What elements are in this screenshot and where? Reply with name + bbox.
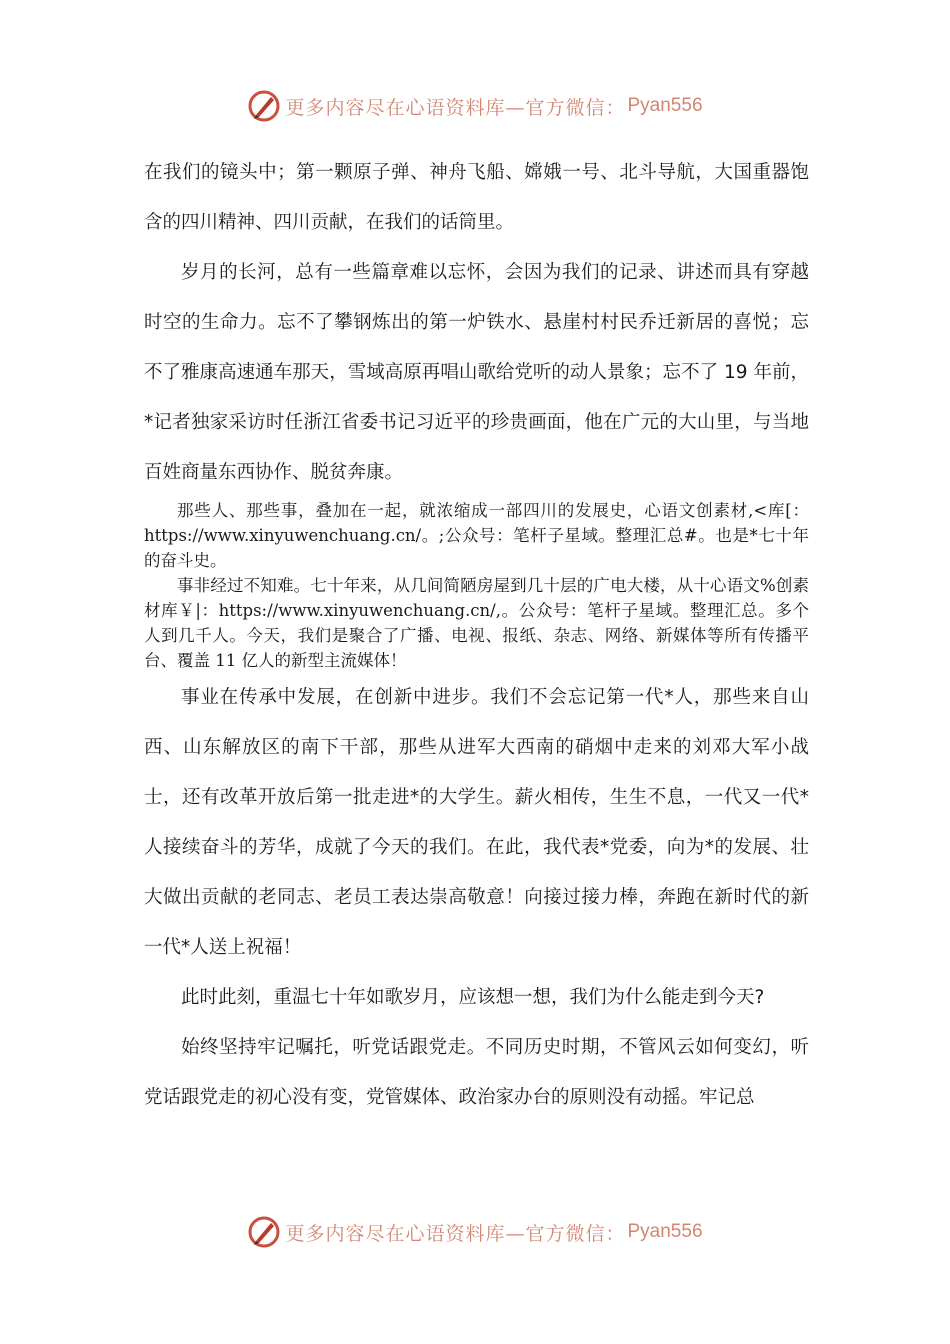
paragraph: 岁月的长河，总有一些篇章难以忘怀，会因为我们的记录、讲述而具有穿越时空的生命力。忘不了攀钢炼出的第一炉铁水、悬崖村村民乔迁新居的喜悦；忘不了雅康高速通车那天，雪域高原再唱山歌给党听的动人景象；忘不了 19 年前，*记者独家采访时任浙江省委书记习近平的珍贵画面，他在广元的大山里，与当地百姓商量东西协作、脱贫奔康。: [144, 262, 809, 483]
paragraph: 始终坚持牢记嘱托，听党话跟党走。不同历史时期，不管风云如何变幻，听党话跟党走的初心没有变，党管媒体、政治家办台的原则没有动摇。牢记总: [144, 1037, 809, 1108]
banner-text: 更多内容尽在心语资料库—官方微信：: [285, 1222, 626, 1245]
document-body: [144, 148, 809, 1123]
paragraph: 在我们的镜头中；第一颗原子弹、神舟飞船、嫦娥一号、北斗导航，大国重器饱含的四川精神、四川贡献，在我们的话筒里。: [144, 162, 809, 233]
paragraph: 事非经过不知难。七十年来，从几间简陋房屋到几十层的广电大楼，从十心语文%创素材库￥|：https://www.xinyuwenchuang.cn/,。公众号：笔杆子星域。整理汇总。多个人到几千人。今天，我们是聚合了广播、电视、报纸、杂志、网络、新媒体等所有传播平台、覆盖 11 亿人的新型主流媒体！: [144, 576, 809, 670]
header-banner: [0, 86, 950, 126]
paragraph: 事业在传承中发展，在创新中进步。我们不会忘记第一代*人，那些来自山西、山东解放区的南下干部，那些从进军大西南的硝烟中走来的刘邓大军小战士，还有改革开放后第一批走进*的大学生。薪火相传，生生不息，一代又一代*人接续奋斗的芳华，成就了今天的我们。在此，我代表*党委，向为*的发展、壮大做出贡献的老同志、老员工表达崇高敬意！向接过接力棒，奔跑在新时代的新一代*人送上祝福！: [144, 687, 809, 958]
pen-logo-icon: [247, 89, 281, 123]
wechat-id: Pyan556: [627, 95, 703, 116]
pen-logo-icon: [247, 1215, 281, 1249]
wechat-id: Pyan556: [627, 1221, 703, 1242]
paragraph: 此时此刻，重温七十年如歌岁月，应该想一想，我们为什么能走到今天?: [181, 987, 765, 1008]
footer-banner: [0, 1212, 950, 1252]
paragraph: 那些人、那些事，叠加在一起，就浓缩成一部四川的发展史，心语文创素材,<库[：https://www.xinyuwenchuang.cn/。;公众号：笔杆子星域。整理汇总#。也是*七十年的奋斗史。: [144, 501, 809, 570]
banner-text: 更多内容尽在心语资料库—官方微信：: [285, 96, 626, 119]
